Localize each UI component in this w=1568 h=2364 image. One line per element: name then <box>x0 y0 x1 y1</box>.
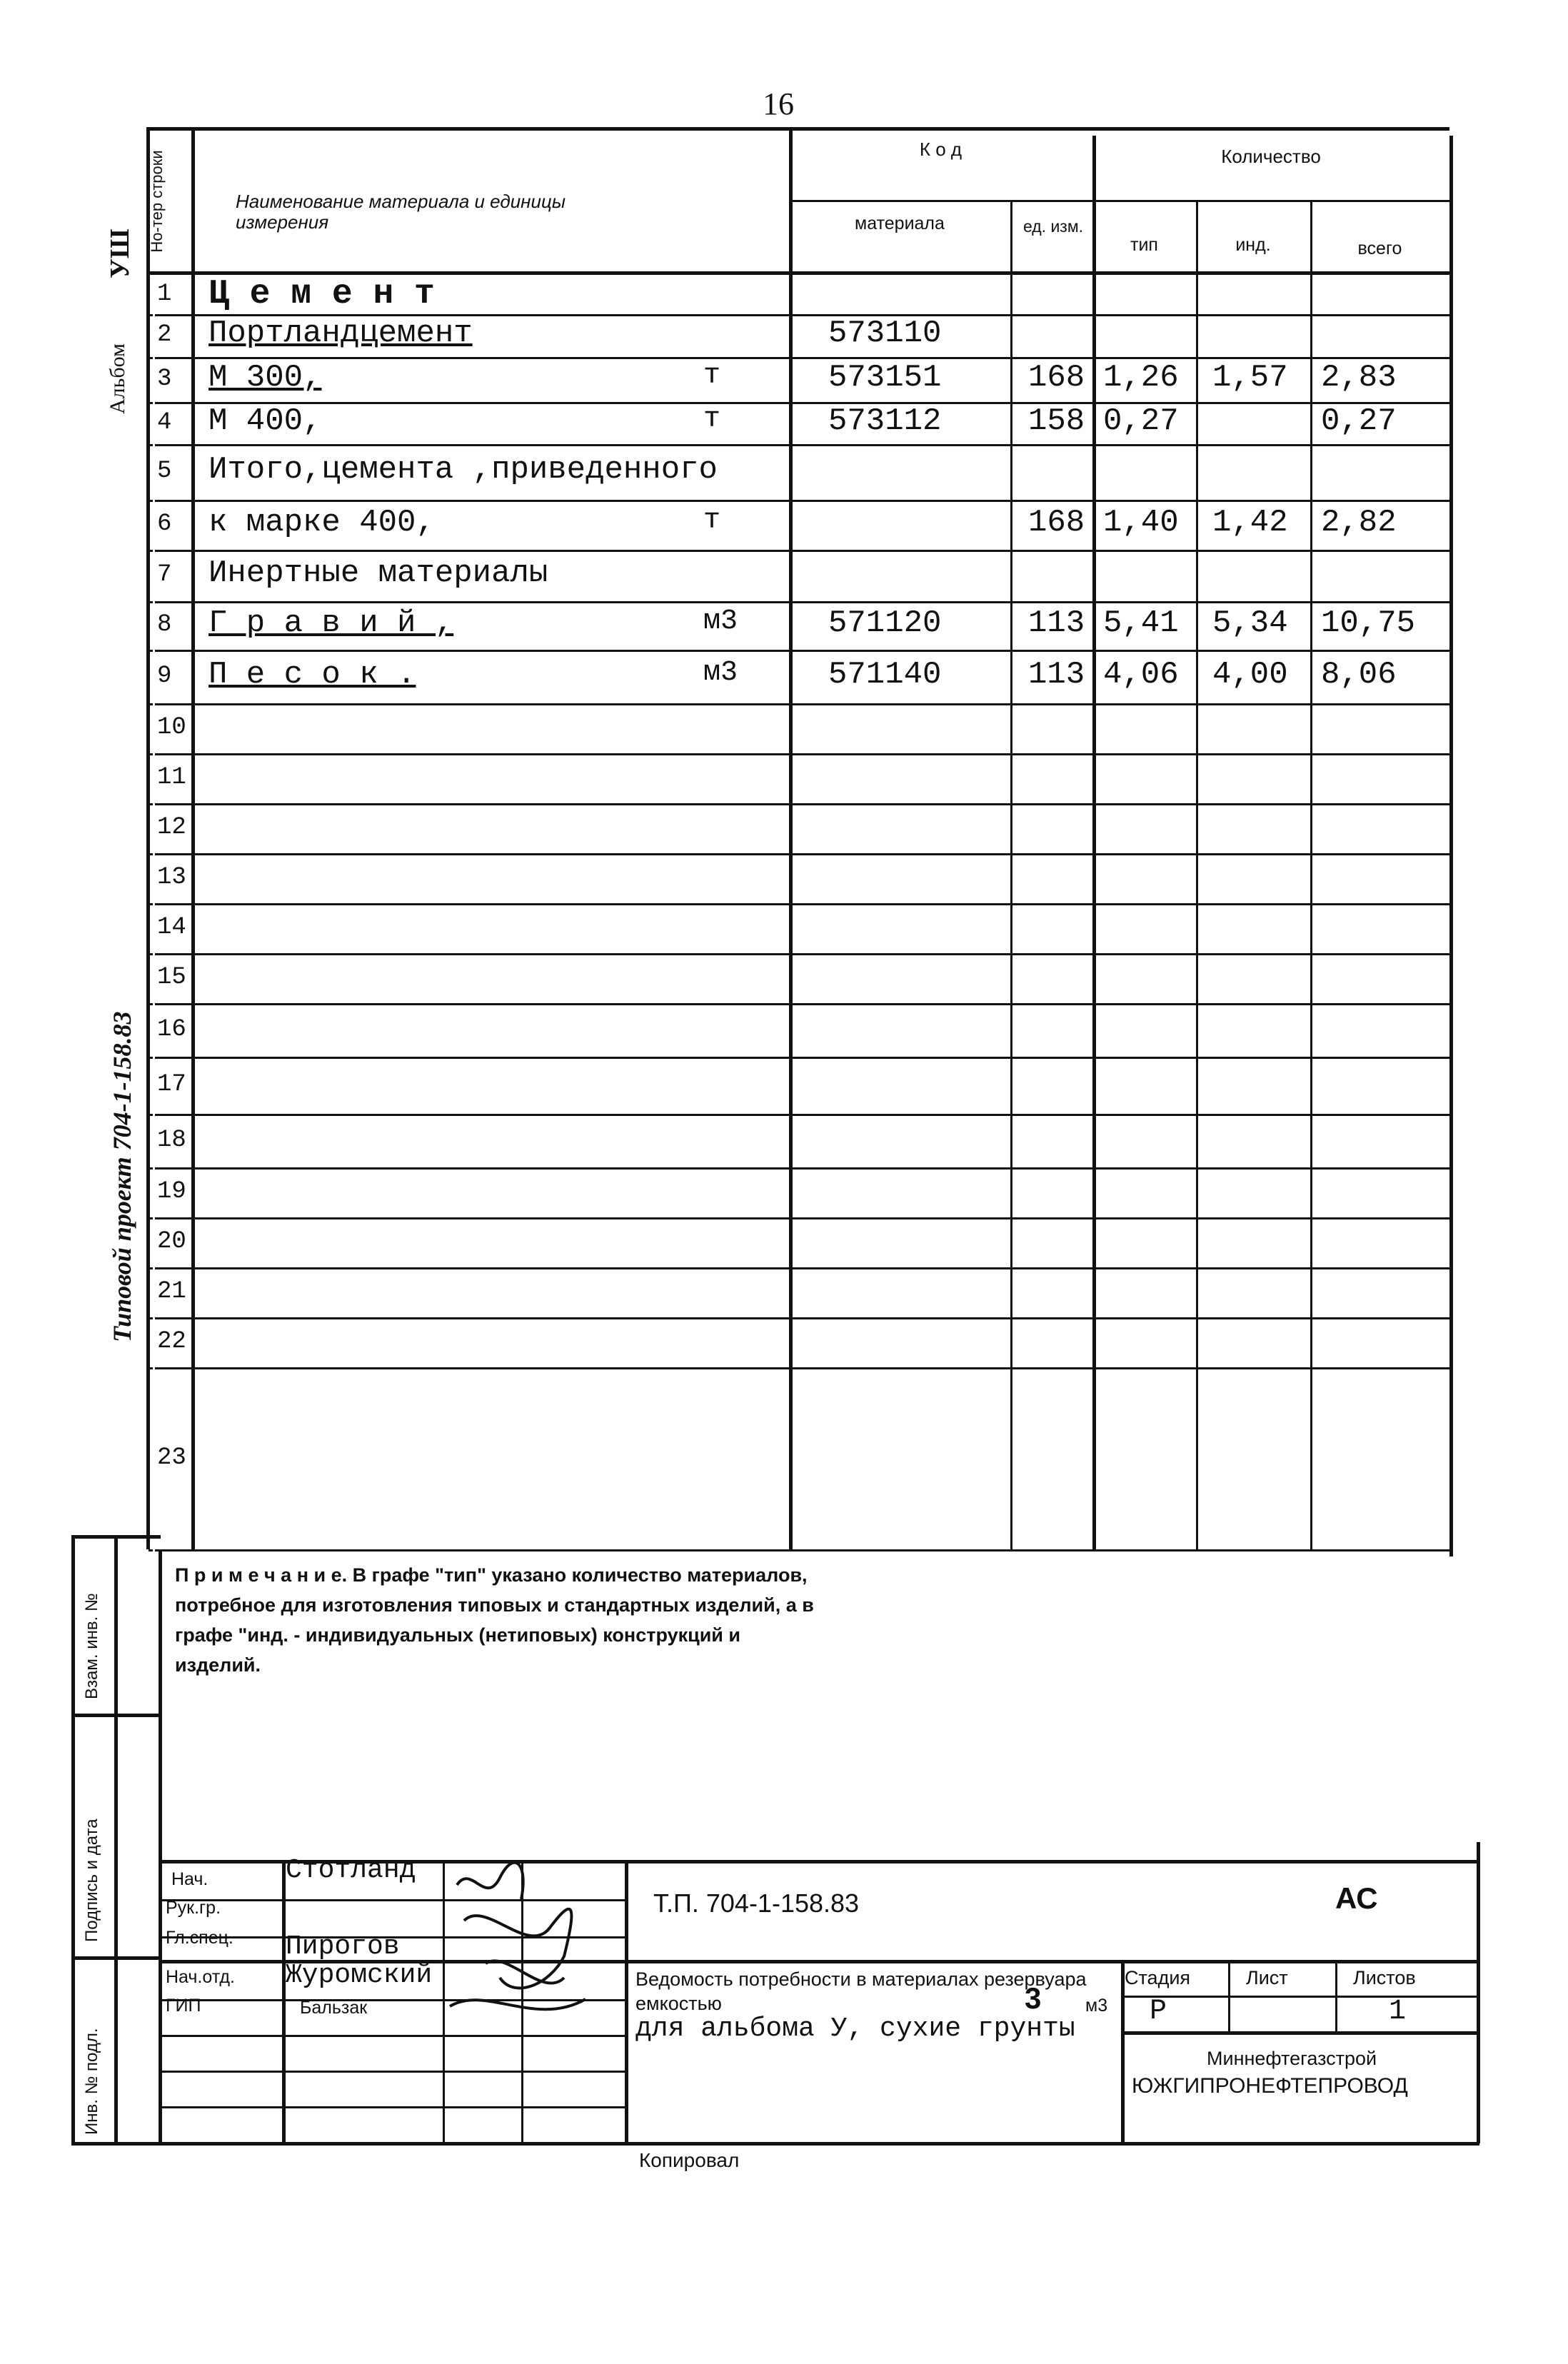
row-number-rule <box>149 703 191 705</box>
stamp-sign: Подпись и дата <box>82 1819 101 1942</box>
doc-volume: 3 <box>1025 1981 1042 2015</box>
material-code: 573110 <box>828 316 942 351</box>
row-rule <box>157 853 1449 855</box>
unit-code: 113 <box>1028 605 1085 641</box>
unit-label: т <box>703 359 721 392</box>
qty-ind: 1,57 <box>1212 359 1288 396</box>
qty-type: 1,40 <box>1103 505 1179 540</box>
qty-total: 0,27 <box>1321 403 1397 439</box>
row-rule <box>157 1317 1449 1319</box>
row-number: 15 <box>157 964 186 991</box>
row-number: 2 <box>157 321 172 348</box>
qty-ind: 4,00 <box>1212 656 1288 693</box>
row-number-rule <box>149 357 191 359</box>
row-number-rule <box>149 953 191 955</box>
header-code: К о д <box>919 139 963 160</box>
row-rule <box>157 803 1449 805</box>
name-4: Журомский <box>286 1960 433 1991</box>
row-number-rule <box>149 1367 191 1369</box>
role-1: Нач. <box>171 1869 208 1889</box>
row-rule <box>157 1267 1449 1269</box>
row-number-rule <box>149 1217 191 1219</box>
material-name: Портландцемент <box>208 316 473 351</box>
row-number: 12 <box>157 814 186 841</box>
doc-title-line1: Ведомость потребности в материалах резервуара емкостью <box>635 1968 1087 2014</box>
row-rule <box>157 550 1449 552</box>
row-number: 13 <box>157 864 186 891</box>
qty-ind: 5,34 <box>1212 605 1288 641</box>
row-number-rule <box>149 753 191 755</box>
role-4: Нач.отд. <box>166 1967 235 1987</box>
row-rule <box>157 444 1449 446</box>
row-number: 6 <box>157 510 172 538</box>
material-name: М 400, <box>208 403 322 439</box>
qty-type: 0,27 <box>1103 403 1179 439</box>
material-name: к марке 400, <box>208 505 435 540</box>
unit-code: 168 <box>1028 359 1085 396</box>
name-5: Бальзак <box>300 1998 368 2018</box>
row-number-rule <box>149 1549 191 1551</box>
material-code: 571120 <box>828 605 942 641</box>
row-number-rule <box>149 1057 191 1059</box>
row-number-rule <box>149 803 191 805</box>
header-qty-ind: инд. <box>1235 235 1271 255</box>
name-1: Стотланд <box>286 1855 416 1886</box>
header-qty-total: всего <box>1357 238 1402 258</box>
row-rule <box>157 1057 1449 1059</box>
qty-total: 2,83 <box>1321 359 1397 396</box>
row-number: 23 <box>157 1444 186 1472</box>
unit-code: 113 <box>1028 656 1085 693</box>
qty-total: 10,75 <box>1321 605 1416 641</box>
row-rule <box>157 500 1449 502</box>
project-label: Типовой проект 704-1-158.83 <box>108 1011 136 1342</box>
org-name-1: Миннефтегазстрой <box>1207 2048 1377 2069</box>
note-text: П р и м е ч а н и е. В графе "тип" указано количество материалов, потребное для изготовления типовых и стандартных изделий, а в графе "инд. - индивидуальных (нетиповых) конструкций и изделий. <box>175 1564 814 1676</box>
row-rule <box>157 953 1449 955</box>
stamp-inv: Инв. № подл. <box>82 2028 101 2135</box>
row-number-rule <box>149 1003 191 1005</box>
role-2: Рук.гр. <box>166 1898 221 1918</box>
sheet-label: Лист <box>1246 1967 1288 1988</box>
qty-type: 5,41 <box>1103 605 1179 641</box>
role-5: ГИП <box>166 1996 201 2016</box>
row-number-rule <box>149 550 191 552</box>
row-number: 1 <box>157 280 172 308</box>
row-number: 21 <box>157 1278 186 1305</box>
row-rule <box>157 1549 1449 1551</box>
doc-volume-unit: м3 <box>1085 1996 1108 2016</box>
header-code-material: материала <box>855 213 945 233</box>
unit-label: т <box>703 505 721 537</box>
row-rule <box>157 650 1449 652</box>
row-rule <box>157 1167 1449 1170</box>
row-number: 16 <box>157 1015 186 1043</box>
header-name: Наименование материала и единицы измерения <box>236 191 566 233</box>
row-rule <box>157 1003 1449 1005</box>
row-rule <box>157 1114 1449 1116</box>
stage-label: Стадия <box>1125 1967 1191 1988</box>
material-name: Инертные материалы <box>208 555 548 591</box>
material-code: 573112 <box>828 403 942 439</box>
qty-total: 8,06 <box>1321 656 1397 693</box>
row-number: 7 <box>157 561 172 588</box>
material-name: П е с о к . <box>208 656 416 693</box>
qty-ind: 1,42 <box>1212 505 1288 540</box>
material-code: 573151 <box>828 359 942 396</box>
stage-value: Р <box>1150 1996 1167 2028</box>
row-number: 8 <box>157 611 172 638</box>
unit-label: м3 <box>703 605 738 638</box>
doc-code: Т.П. 704-1-158.83 <box>653 1888 860 1918</box>
header-code-unit: ед. изм. <box>1022 217 1084 236</box>
row-number-rule <box>149 903 191 905</box>
row-number: 4 <box>157 408 172 436</box>
doc-title-line2: для альбома У, сухие грунты <box>635 2013 1075 2044</box>
row-rule <box>157 753 1449 755</box>
name-3: Пирогов <box>286 1931 400 1962</box>
header-qty-type: тип <box>1130 235 1158 255</box>
row-number: 3 <box>157 365 172 393</box>
row-number-rule <box>149 1317 191 1319</box>
row-number: 10 <box>157 714 186 741</box>
unit-code: 158 <box>1028 403 1085 439</box>
org-name-2: ЮЖГИПРОНЕФТЕПРОВОД <box>1132 2074 1408 2098</box>
row-number-rule <box>149 601 191 603</box>
row-number-rule <box>149 402 191 404</box>
row-number-rule <box>149 444 191 446</box>
sheets-value: 1 <box>1389 1996 1407 2028</box>
stamp-vzam: Взам. инв. № <box>82 1593 101 1699</box>
header-row-number: Но-тер строки <box>148 150 166 253</box>
qty-total: 2,82 <box>1321 505 1397 540</box>
copied-label: Копировал <box>639 2149 740 2171</box>
album-label: Альбом <box>106 343 129 414</box>
row-number-rule <box>149 1267 191 1269</box>
row-rule <box>157 601 1449 603</box>
row-number: 22 <box>157 1328 186 1355</box>
row-number-rule <box>149 500 191 502</box>
row-number: 9 <box>157 662 172 690</box>
unit-label: м3 <box>703 656 738 689</box>
row-rule <box>157 903 1449 905</box>
header-quantity: Количество <box>1221 146 1321 167</box>
row-number: 17 <box>157 1071 186 1098</box>
unit-label: т <box>703 403 721 436</box>
row-number: 14 <box>157 914 186 941</box>
material-name: Ц е м е н т <box>208 275 435 313</box>
row-rule <box>157 402 1449 404</box>
row-number-rule <box>149 650 191 652</box>
material-name: М 300, <box>208 359 322 396</box>
page-number: 16 <box>763 86 794 121</box>
material-code: 571140 <box>828 656 942 693</box>
row-number: 20 <box>157 1228 186 1255</box>
qty-type: 4,06 <box>1103 656 1179 693</box>
row-number: 5 <box>157 458 172 485</box>
row-number: 19 <box>157 1178 186 1205</box>
row-number-rule <box>149 1167 191 1170</box>
material-name: Итого,цемента ,приведенного <box>208 452 718 488</box>
row-number-rule <box>149 853 191 855</box>
row-number-rule <box>149 1114 191 1116</box>
row-rule <box>157 703 1449 705</box>
section-code: АС <box>1335 1881 1378 1915</box>
role-3: Гл.спец. <box>166 1928 233 1948</box>
row-number: 11 <box>157 764 186 791</box>
row-rule <box>157 1217 1449 1219</box>
row-number-rule <box>149 314 191 316</box>
qty-type: 1,26 <box>1103 359 1179 396</box>
unit-code: 168 <box>1028 505 1085 540</box>
sheets-label: Листов <box>1353 1967 1416 1988</box>
row-number: 18 <box>157 1126 186 1154</box>
material-name: Г р а в и й , <box>208 605 454 641</box>
album-number: УШ <box>105 228 135 278</box>
row-rule <box>157 1367 1449 1369</box>
signature-drawing <box>443 1856 628 2035</box>
